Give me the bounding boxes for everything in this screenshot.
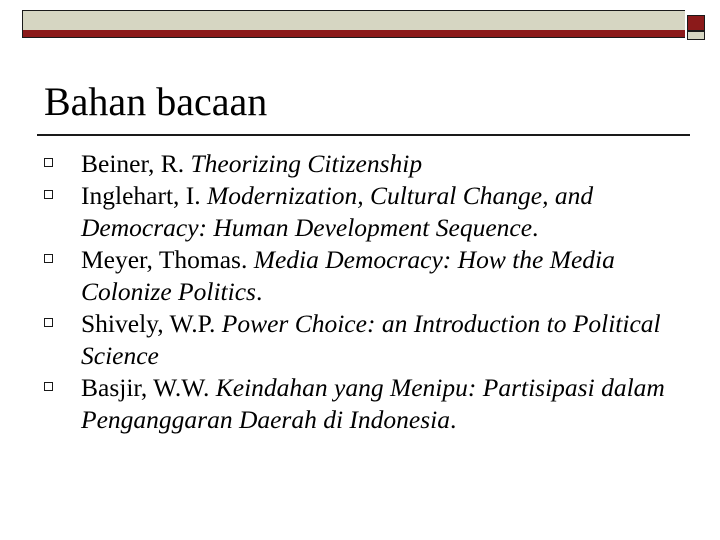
corner-decoration-square [687, 15, 705, 31]
reference-author: Shively, W.P. [81, 309, 222, 338]
slide-title: Bahan bacaan [44, 79, 268, 124]
reference-item [0, 148, 700, 180]
reference-item [0, 308, 700, 372]
reference-end: . [255, 277, 263, 306]
reference-author: Inglehart, I. [81, 181, 208, 210]
reference-title: Power Choice: an Introduction to Political Science [81, 309, 661, 370]
reference-title: Keindahan yang Menipu: Partisipasi dalam Penganggaran Daerah di Indonesia [81, 373, 665, 434]
square-bullet-icon [44, 382, 53, 391]
reference-author: Meyer, Thomas. [81, 245, 254, 274]
reference-author: Beiner, R. [81, 149, 191, 178]
reference-item [0, 372, 700, 436]
square-bullet-icon [44, 190, 53, 199]
reference-end: . [532, 213, 539, 242]
reference-item [0, 180, 700, 244]
square-bullet-icon [44, 254, 53, 263]
header-decoration-bar [22, 10, 685, 31]
header-accent-stripe [22, 30, 685, 38]
reference-title: Theorizing Citizenship [190, 149, 423, 178]
square-bullet-icon [44, 318, 53, 327]
reference-list [0, 148, 700, 436]
reference-title: Media Democracy: How the Media Colonize Politics [81, 245, 615, 306]
corner-decoration-square-small [687, 31, 705, 40]
reference-title: Modernization, Cultural Change, and Democracy: Human Development Sequence [81, 181, 594, 242]
title-divider [37, 134, 690, 136]
reference-item [0, 244, 700, 308]
reference-author: Basjir, W.W. [81, 373, 216, 402]
reference-end: . [450, 405, 457, 434]
square-bullet-icon [44, 158, 53, 167]
